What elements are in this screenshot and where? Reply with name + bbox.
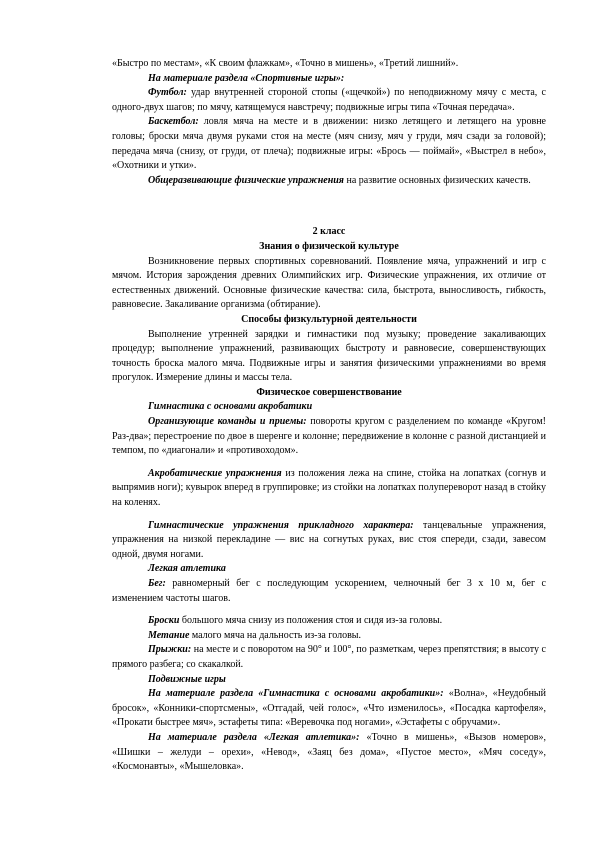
knowledge-paragraph: Возникновение первых спортивных соревнований. Появление мяча, упражнений и игр с мячом. История зарождения древних Олимпийских игр. Физические упражнения, их отличие от естественных движений. Основные физические качества: сила, быстрота, выносливость, гибкость, равновесие. Закаливание организма (обтирание). — [112, 255, 546, 311]
games-heading: Подвижные игры — [148, 673, 226, 685]
methods-paragraph: Выполнение утренней зарядки и гимнастики под музыку; проведение закаливающих процедур; выполнение упражнений, развивающих быстроту и равновесие, совершенствующих точность броска малого мяча. Подвижные игры и занятия физическими упражнениями во время прогулок. Измерение длины и массы тела. — [112, 328, 546, 384]
sport-games-heading: На материале раздела «Спортивные игры»: — [148, 72, 345, 84]
section-gap — [112, 188, 546, 225]
org-commands-paragraph: Организующие команды и приемы: повороты кругом с разделением по команде «Кругом! Раз-два»; перестроение по двое в шеренге и колонне; передвижение в колонне с разной дистанцией и темпом, по «диагонали» и «противоходом». — [112, 416, 546, 457]
top-line: «Быстро по местам», «К своим флажкам», «Точно в мишень», «Третий лишний». — [112, 58, 459, 69]
applied-gymnastics-paragraph: Гимнастические упражнения прикладного характера: танцевальные упражнения, упражнения на низкой перекладине — вис на согнутых руках, вис стоя спереди, сзади, завесом одной, двумя ногами. — [112, 519, 546, 560]
athletics-heading: Легкая атлетика — [148, 563, 226, 575]
improvement-heading: Физическое совершенствование — [256, 386, 402, 398]
methods-heading: Способы физкультурной деятельности — [241, 313, 417, 325]
gymnastics-heading: Гимнастика с основами акробатики — [148, 401, 313, 413]
gym-games-paragraph: На материале раздела «Гимнастика с основами акробатики»: «Волна», «Неудобный бросок», «Конники-спортсмены», «Отгадай, чей голос», «Что изменилось», «Посадка картофеля», «Прокати быстрее мяч», эстафеты типа: «Веревочка под ногами», «Эстафеты с обручами». — [112, 688, 546, 729]
running-paragraph: Бег: равномерный бег с последующим ускорением, челночный бег 3 х 10 м, бег с изменением частоты шагов. — [112, 578, 546, 604]
knowledge-heading: Знания о физической культуре — [259, 240, 399, 252]
basketball-paragraph: Баскетбол: ловля мяча на месте и в движении: низко летящего и летящего на уровне головы; броски мяча двумя руками стоя на месте (мяч снизу, мяч у груди, мяч сзади за головой); передача мяча (снизу, от груди, от плеча); подвижные игры: «Брось — поймай», «Выстрел в небо», «Охотники и утки». — [112, 116, 546, 172]
general-exercises-paragraph: Общеразвивающие физические упражнения на развитие основных физических качеств. — [148, 174, 531, 186]
toss-paragraph: Метание малого мяча на дальность из-за головы. — [148, 629, 362, 641]
jumps-paragraph: Прыжки: на месте и с поворотом на 90° и 100°, по разметкам, через препятствия; в высоту с прямого разбега; со скакалкой. — [112, 644, 546, 670]
acrobatic-paragraph: Акробатические упражнения из положения лежа на спине, стойка на лопатках (согнув и выпрямив ноги); кувырок вперед в группировке; из стойки на лопатках полупереворот назад в стойку на коленях. — [112, 467, 546, 509]
athletics-games-paragraph: На материале раздела «Легкая атлетика»: «Точно в мишень», «Вызов номеров», «Шишки – желуди – орехи», «Невод», «Заяц без домa», «Пустое место», «Мяч соседу», «Космонавты», «Мышеловка». — [112, 731, 546, 773]
football-paragraph: Футбол: удар внутренней стороной стопы («щечкой») по неподвижному мячу с места, с одного-двух шагов; по мячу, катящемуся навстречу; подвижные игры типа «Точная передача». — [112, 87, 546, 113]
grade-title: 2 класс — [312, 226, 346, 238]
throws-paragraph: Броски большого мяча снизу из положения стоя и сидя из-за головы. — [148, 615, 443, 627]
